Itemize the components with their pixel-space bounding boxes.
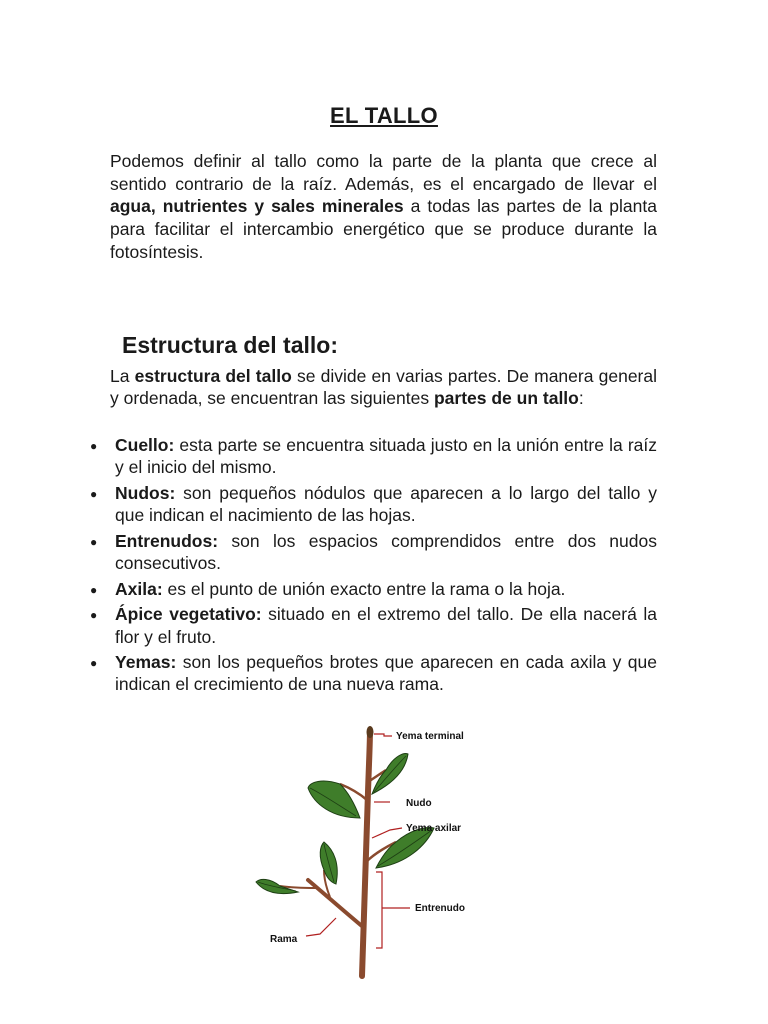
- label-entrenudo: Entrenudo: [415, 903, 465, 914]
- list-item: ● Nudos: son pequeños nódulos que aparecen a lo largo del tallo y que indican el nacimiento de las hojas.: [90, 482, 657, 526]
- main-stem: [362, 730, 370, 976]
- page-title: EL TALLO: [330, 102, 438, 128]
- list-item: ● Entrenudos: son los espacios comprendidos entre dos nudos consecutivos.: [90, 530, 657, 574]
- bullet-icon: ●: [90, 439, 98, 453]
- bullet-icon: ●: [90, 608, 98, 623]
- label-yema-terminal: Yema terminal: [396, 731, 464, 742]
- label-rama: Rama: [270, 934, 298, 945]
- bullet-icon: ●: [90, 534, 98, 549]
- parts-list: [90, 434, 657, 699]
- label-nudo: Nudo: [406, 798, 432, 809]
- list-item: ● Yemas: son los pequeños brotes que aparecen en cada axila y que indican el crecimiento de una nueva rama.: [90, 652, 657, 695]
- bullet-icon: ●: [90, 486, 98, 501]
- section-heading: Estructura del tallo:: [122, 332, 338, 358]
- intro-paragraph: Podemos definir al tallo como la parte de la planta que crece al sentido contrario de la raíz. Además, es el encargado de llevar el agua, nutrientes y sales minerales a todas las partes de la planta para facilitar el intercambio energético que se produce durante la fotosíntesis.: [110, 151, 657, 262]
- list-item: ● Ápice vegetativo: situado en el extremo del tallo. De ella nacerá la flor y el fruto.: [90, 604, 657, 647]
- intro-bold-phrase: agua, nutrientes y sales minerales: [110, 196, 404, 217]
- structure-intro-paragraph: La estructura del tallo se divide en varias partes. De manera general y ordenada, se encuentran las siguientes partes de un tallo:: [110, 366, 657, 409]
- list-item: ● Cuello: esta parte se encuentra situada justo en la unión entre la raíz y el inicio del mismo.: [90, 435, 657, 478]
- list-item: ● Axila: es el punto de unión exacto entre la rama o la hoja.: [115, 578, 657, 600]
- bullet-icon: ●: [90, 656, 98, 671]
- label-yema-axilar: Yema axilar: [406, 823, 462, 834]
- branch: [308, 880, 363, 927]
- terminal-bud: [367, 726, 374, 738]
- bullet-icon: ●: [90, 582, 98, 597]
- stem-diagram: [250, 722, 490, 982]
